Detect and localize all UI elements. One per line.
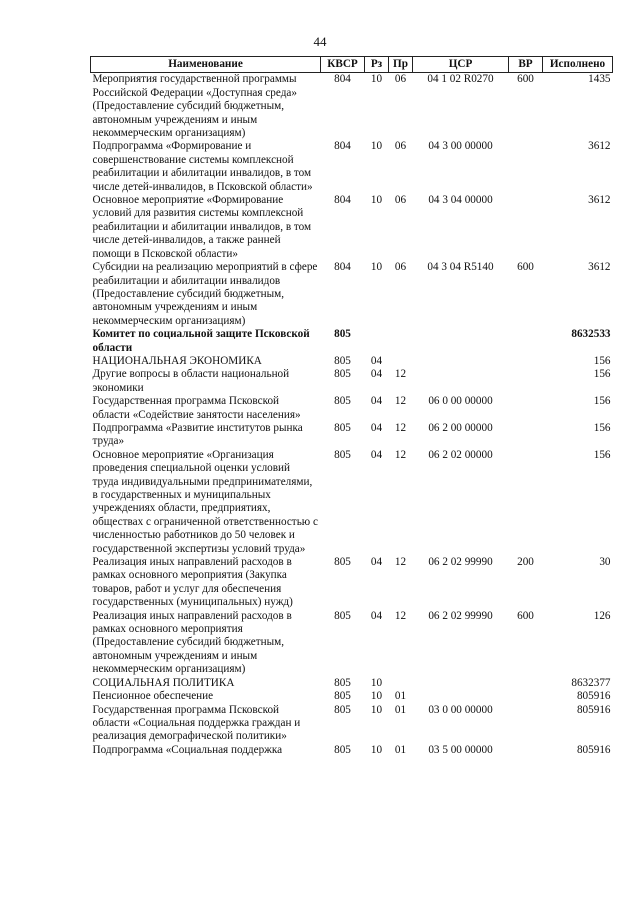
cell-pr: 12 <box>394 556 407 569</box>
table-row <box>91 355 613 368</box>
header-name: Наименование <box>91 57 321 73</box>
cell-csr: 04 3 00 00000 <box>428 140 493 153</box>
cell-vr: 600 <box>517 73 534 86</box>
cell-csr: 03 5 00 00000 <box>428 743 493 756</box>
table-row <box>91 395 613 422</box>
cell-vr <box>509 744 543 757</box>
header-csr: ЦСР <box>413 57 509 73</box>
table-row <box>91 677 613 690</box>
cell-rz: 10 <box>370 676 383 689</box>
cell-rz: 10 <box>370 194 383 207</box>
header-executed: Исполнено <box>543 57 613 73</box>
cell-pr <box>389 677 413 690</box>
cell-rz: 10 <box>370 73 383 86</box>
cell-csr: 03 0 00 00000 <box>428 703 493 716</box>
table-row <box>91 690 613 703</box>
cell-csr: 04 1 02 R0270 <box>427 73 494 86</box>
cell-pr <box>389 355 413 368</box>
cell-csr: 06 2 02 99990 <box>428 556 493 569</box>
cell-csr <box>413 328 509 355</box>
header-kvsr: КВСР <box>321 57 365 73</box>
cell-vr <box>509 422 543 449</box>
cell-kvsr: 805 <box>334 448 351 461</box>
cell-name: Подпрограмма «Социальная поддержка <box>92 743 283 756</box>
header-pr: Пр <box>389 57 413 73</box>
cell-vr <box>509 395 543 422</box>
cell-name: Реализация иных направлений расходов в рамках основного мероприятия (Предоставление субсидий бюджетным, автономным учреждениям и иным некоммерческим организациям) <box>92 609 292 676</box>
table-row <box>91 704 613 744</box>
cell-vr: 600 <box>517 261 534 274</box>
cell-pr: 12 <box>394 448 407 461</box>
table-row <box>91 140 613 194</box>
cell-executed: 30 <box>599 556 611 569</box>
cell-executed: 8632377 <box>571 676 611 689</box>
cell-csr: 06 2 00 00000 <box>428 421 493 434</box>
cell-vr <box>509 690 543 703</box>
cell-csr <box>413 355 509 368</box>
cell-name: Реализация иных направлений расходов в рамках основного мероприятия (Закупка товаров, работ и услуг для обеспечения государственных (муниципальных) нужд) <box>92 556 293 609</box>
cell-vr: 600 <box>517 609 534 622</box>
cell-name: Подпрограмма «Формирование и совершенствование системы комплексной реабилитации и абилитации инвалидов, в том числе детей-инвалидов, в Псковской области» <box>92 140 313 193</box>
cell-kvsr: 805 <box>334 421 351 434</box>
table-row <box>91 556 613 610</box>
cell-rz: 10 <box>370 690 383 703</box>
table-row <box>91 261 613 328</box>
cell-rz: 04 <box>370 609 383 622</box>
cell-kvsr: 805 <box>334 368 351 381</box>
cell-executed: 805916 <box>576 743 611 756</box>
cell-vr <box>509 677 543 690</box>
cell-kvsr: 805 <box>334 609 351 622</box>
cell-vr <box>509 355 543 368</box>
cell-rz: 10 <box>370 703 383 716</box>
table-row <box>91 194 613 261</box>
header-vr: ВР <box>509 57 543 73</box>
cell-vr <box>509 194 543 261</box>
cell-executed: 156 <box>593 395 611 408</box>
cell-executed: 3612 <box>588 194 611 207</box>
cell-kvsr: 804 <box>334 194 351 207</box>
cell-kvsr: 805 <box>334 690 351 703</box>
cell-name: Субсидии на реализацию мероприятий в сфере реабилитации и абилитации инвалидов (Предоставление субсидий бюджетным, автономным учреждениям и иным некоммерческим организациям) <box>92 261 318 327</box>
cell-rz: 04 <box>370 556 383 569</box>
cell-rz: 10 <box>370 743 383 756</box>
cell-executed: 156 <box>593 448 611 461</box>
cell-rz: 10 <box>370 261 383 274</box>
table-body <box>91 73 613 757</box>
header-rz: Рз <box>365 57 389 73</box>
cell-pr: 06 <box>394 194 407 207</box>
table-row <box>91 422 613 449</box>
cell-pr: 01 <box>394 743 407 756</box>
cell-csr <box>413 690 509 703</box>
cell-csr: 06 0 00 00000 <box>428 395 493 408</box>
cell-name: Государственная программа Псковской области «Социальная поддержка граждан и реализация демографической политики» <box>92 703 301 743</box>
cell-csr <box>413 368 509 395</box>
cell-kvsr: 805 <box>334 556 351 569</box>
cell-pr <box>389 328 413 355</box>
cell-executed: 156 <box>593 368 611 381</box>
cell-pr: 01 <box>394 690 407 703</box>
cell-pr: 06 <box>394 73 407 86</box>
cell-executed: 8632533 <box>571 328 611 341</box>
cell-kvsr: 804 <box>334 261 351 274</box>
header-row <box>91 57 613 73</box>
cell-rz: 10 <box>370 140 383 153</box>
cell-rz: 04 <box>370 421 383 434</box>
cell-name: Основное мероприятие «Формирование условий для развития системы комплексной реабилитации и абилитации инвалидов, в том числе детей-инвалидов, а также ранней помощи в Псковской области» <box>92 194 312 260</box>
cell-vr <box>509 328 543 355</box>
cell-vr <box>509 449 543 556</box>
cell-pr: 12 <box>394 609 407 622</box>
cell-kvsr: 805 <box>334 328 351 341</box>
cell-executed: 156 <box>593 421 611 434</box>
cell-rz: 04 <box>370 395 383 408</box>
cell-csr: 04 3 04 R5140 <box>427 261 494 274</box>
cell-rz: 04 <box>370 354 383 367</box>
cell-kvsr: 805 <box>334 676 351 689</box>
cell-executed: 805916 <box>576 703 611 716</box>
cell-kvsr: 805 <box>334 354 351 367</box>
cell-name: Основное мероприятие «Организация проведения специальной оценки условий труда индивидуальными предпринимателями, в государственных и муниципальных учреждениях области, предприятиях, обществах с ограниченной ответственностью с численностью работников до 50 человек и государственной экспертизы условий труда» <box>92 448 318 555</box>
cell-pr: 12 <box>394 421 407 434</box>
cell-rz <box>365 328 389 355</box>
table-row <box>91 449 613 556</box>
cell-pr: 06 <box>394 261 407 274</box>
cell-kvsr: 805 <box>334 395 351 408</box>
table-row <box>91 73 613 141</box>
cell-rz: 04 <box>370 448 383 461</box>
cell-name: Мероприятия государственной программы Российской Федерации «Доступная среда» (Предоставление субсидий бюджетным, автономным учреждениям и иным некоммерческим организациям) <box>92 73 297 140</box>
table-row <box>91 610 613 677</box>
cell-vr <box>509 704 543 744</box>
cell-kvsr: 805 <box>334 703 351 716</box>
table-row <box>91 744 613 757</box>
cell-pr: 01 <box>394 703 407 716</box>
cell-name: СОЦИАЛЬНАЯ ПОЛИТИКА <box>92 676 235 689</box>
cell-name: НАЦИОНАЛЬНАЯ ЭКОНОМИКА <box>92 354 262 367</box>
cell-name: Пенсионное обеспечение <box>92 690 214 703</box>
cell-executed: 3612 <box>588 140 611 153</box>
cell-name: Государственная программа Псковской области «Содействие занятости населения» <box>92 395 301 421</box>
cell-pr: 12 <box>394 368 407 381</box>
cell-csr: 04 3 04 00000 <box>428 194 493 207</box>
cell-csr <box>413 677 509 690</box>
cell-vr: 200 <box>517 556 534 569</box>
cell-pr: 06 <box>394 140 407 153</box>
cell-executed: 156 <box>593 354 611 367</box>
cell-executed: 805916 <box>576 690 611 703</box>
cell-kvsr: 805 <box>334 743 351 756</box>
budget-table <box>90 56 613 757</box>
cell-csr: 06 2 02 99990 <box>428 609 493 622</box>
cell-executed: 1435 <box>588 73 611 86</box>
cell-kvsr: 804 <box>334 73 351 86</box>
cell-rz: 04 <box>370 368 383 381</box>
cell-csr: 06 2 02 00000 <box>428 448 493 461</box>
cell-pr: 12 <box>394 395 407 408</box>
cell-kvsr: 804 <box>334 140 351 153</box>
cell-name: Другие вопросы в области национальной экономики <box>92 368 290 394</box>
cell-vr <box>509 140 543 194</box>
table-row <box>91 368 613 395</box>
page-number: 44 <box>313 34 327 49</box>
cell-vr <box>509 368 543 395</box>
cell-executed: 126 <box>593 609 611 622</box>
cell-name: Комитет по социальной защите Псковской области <box>92 328 310 354</box>
cell-executed: 3612 <box>588 261 611 274</box>
table-row <box>91 328 613 355</box>
cell-name: Подпрограмма «Развитие институтов рынка труда» <box>92 421 303 448</box>
